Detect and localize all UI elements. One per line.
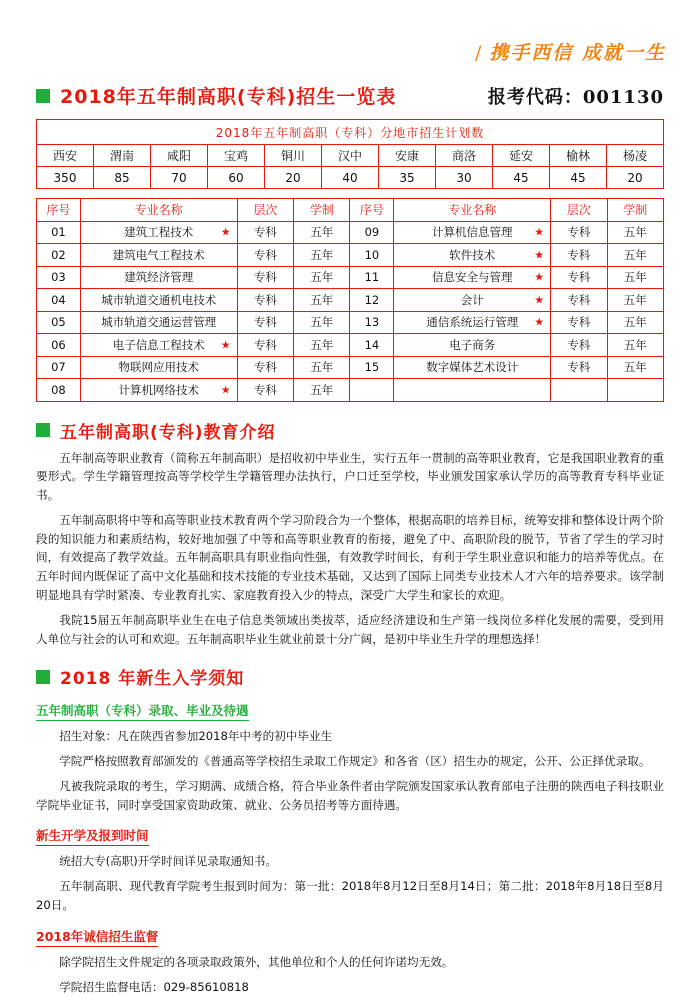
major-name-text: 物联网应用技术: [118, 360, 199, 375]
major-level: 专科: [551, 266, 607, 289]
exam-code-value: 001130: [582, 86, 664, 108]
green-square-bullet-icon: [36, 89, 50, 103]
major-name-text: 会计: [460, 292, 484, 307]
major-no: 14: [350, 334, 394, 357]
major-no: [350, 379, 394, 402]
majors-header-cell: 序号: [37, 199, 81, 222]
major-duration: 五年: [294, 311, 350, 334]
plan-city: 宝鸡: [208, 145, 265, 167]
table-row: [37, 221, 664, 244]
star-icon: ★: [220, 225, 231, 239]
notice-heading-row: [36, 664, 664, 689]
major-name: [80, 244, 237, 267]
majors-table: [36, 198, 664, 402]
major-name-text: 建筑工程技术: [124, 225, 194, 240]
slash-decoration: /: [474, 42, 484, 64]
notice-subtitle-admission: 五年制高职（专科）录取、毕业及待遇: [36, 701, 249, 721]
major-duration: 五年: [607, 356, 663, 379]
majors-header-cell: 层次: [237, 199, 293, 222]
green-square-bullet-icon: [36, 423, 50, 437]
major-name-text: 电子商务: [449, 337, 496, 352]
major-duration: 五年: [294, 221, 350, 244]
plan-number: 60: [208, 167, 265, 189]
major-duration: 五年: [294, 379, 350, 402]
major-name: [80, 334, 237, 357]
major-no: 07: [37, 356, 81, 379]
plan-number-row: [37, 167, 664, 189]
plan-city: 咸阳: [151, 145, 208, 167]
plan-number: 35: [379, 167, 436, 189]
plan-number: 85: [94, 167, 151, 189]
plan-number: 350: [37, 167, 94, 189]
table-row: [37, 379, 664, 402]
major-no: 13: [350, 311, 394, 334]
major-name-text: 电子信息工程技术: [112, 337, 205, 352]
major-name: [394, 334, 551, 357]
major-no: 15: [350, 356, 394, 379]
major-no: 08: [37, 379, 81, 402]
intro-title: 五年制高职(专科)教育介绍: [60, 422, 276, 443]
major-duration: 五年: [607, 334, 663, 357]
major-no: 04: [37, 289, 81, 312]
star-icon: ★: [534, 270, 545, 284]
plan-city: 商洛: [436, 145, 493, 167]
major-name-text: 城市轨道交通运营管理: [101, 315, 217, 330]
intro-paragraph-3: 我院15届五年制高职毕业生在电子信息类领域出类拔萃，适应经济建设和生产第一线岗位多样化发展的需要，受到用人单位与社会的认可和欢迎。五年制高职毕业生就业前景十分广阔，是初中毕业生升学的理想选择！: [36, 612, 664, 646]
majors-header-cell: 学制: [607, 199, 663, 222]
major-no: 02: [37, 244, 81, 267]
star-icon: ★: [534, 248, 545, 262]
major-name: [80, 221, 237, 244]
main-heading-row: [36, 82, 664, 109]
major-duration: 五年: [607, 311, 663, 334]
major-name: [394, 311, 551, 334]
major-level: 专科: [237, 244, 293, 267]
notice-paragraph-5: 五年制高职、现代教育学院考生报到时间为：第一批：2018年8月12日至8月14日；第二批：2018年8月18日至8月20日。: [36, 879, 664, 912]
plan-number: 45: [493, 167, 550, 189]
plan-number: 30: [436, 167, 493, 189]
star-icon: ★: [534, 315, 545, 329]
major-duration: 五年: [294, 334, 350, 357]
plan-city-row: [37, 145, 664, 167]
plan-number: 40: [322, 167, 379, 189]
majors-header-cell: 学制: [294, 199, 350, 222]
major-level: 专科: [237, 266, 293, 289]
major-duration: 五年: [294, 244, 350, 267]
document-content: [36, 82, 664, 996]
major-name: [394, 266, 551, 289]
notice-paragraph-7: 学院招生监督电话：029-85610818: [59, 979, 249, 994]
major-name-text: 软件技术: [449, 247, 496, 262]
major-name-text: 城市轨道交通机电技术: [101, 292, 217, 307]
intro-paragraph-1: 五年制高等职业教育（简称五年制高职）是招收初中毕业生，实行五年一贯制的高等职业教育，它是我国职业教育的重要形式。学生学籍管理按高等学校学生学籍管理办法执行，户口迁至学校，毕业颁发国家承认学历的高等教育专科毕业证书。: [36, 450, 664, 503]
major-name: [394, 244, 551, 267]
major-no: 10: [350, 244, 394, 267]
notice-paragraph-3: 凡被我院录取的考生，学习期满、成绩合格，符合毕业条件者由学院颁发国家承认教育部电子注册的陕西电子科技职业学院毕业证书，同时享受国家资助政策、就业、公务员招考等方面待遇。: [36, 778, 664, 812]
plan-city: 安康: [379, 145, 436, 167]
majors-header-cell: 专业名称: [80, 199, 237, 222]
major-name: [80, 289, 237, 312]
exam-code: [488, 83, 664, 109]
major-duration: 五年: [607, 221, 663, 244]
major-duration: 五年: [607, 289, 663, 312]
major-no: 09: [350, 221, 394, 244]
major-name: [80, 379, 237, 402]
intro-heading-row: [36, 418, 664, 443]
major-name-text: 建筑经济管理: [124, 270, 194, 285]
major-duration: 五年: [294, 289, 350, 312]
major-level: 专科: [551, 356, 607, 379]
notice-paragraph-4: 统招大专(高职)开学时间详见录取通知书。: [59, 854, 277, 869]
major-no: 05: [37, 311, 81, 334]
major-no: 06: [37, 334, 81, 357]
major-name: [80, 266, 237, 289]
major-name: [394, 221, 551, 244]
plan-city: 杨凌: [607, 145, 664, 167]
major-duration: 五年: [607, 266, 663, 289]
majors-header-cell: 专业名称: [394, 199, 551, 222]
major-name: [394, 289, 551, 312]
major-level: 专科: [237, 289, 293, 312]
major-duration: [607, 379, 663, 402]
plan-table: [36, 119, 664, 189]
plan-city: 铜川: [265, 145, 322, 167]
major-level: [551, 379, 607, 402]
plan-city: 汉中: [322, 145, 379, 167]
major-level: 专科: [237, 221, 293, 244]
plan-number: 20: [265, 167, 322, 189]
major-level: 专科: [551, 289, 607, 312]
notice-paragraph-6: 除学院招生文件规定的各项录取政策外，其他单位和个人的任何许诺均无效。: [59, 954, 454, 969]
majors-header-cell: 序号: [350, 199, 394, 222]
major-level: 专科: [551, 244, 607, 267]
plan-caption: 2018年五年制高职（专科）分地市招生计划数: [37, 120, 664, 145]
notice-paragraph-2: 学院严格按照教育部颁发的《普通高等学校招生录取工作规定》和各省（区）招生办的规定，公开、公正择优录取。: [59, 754, 651, 769]
major-level: 专科: [551, 311, 607, 334]
exam-code-label: 报考代码：: [487, 86, 583, 108]
majors-header-cell: 层次: [551, 199, 607, 222]
table-row: [37, 266, 664, 289]
table-row: [37, 334, 664, 357]
plan-city: 榆林: [550, 145, 607, 167]
plan-number: 70: [151, 167, 208, 189]
major-level: 专科: [551, 334, 607, 357]
plan-city: 延安: [493, 145, 550, 167]
intro-paragraph-2: 五年制高职将中等和高等职业技术教育两个学习阶段合为一个整体，根据高职的培养目标，统筹安排和整体设计两个阶段的知识能力和素质结构，较好地加强了中等和高等职业教育的衔接，避免了中、高职阶段的脱节，节省了学生的学习时间，有效提高了教学效益。五年制高职具有职业指向性强，有效教学时间长，有利于学生职业意识和能力的培养等优点。在五年时间内既保证了高中文化基础和技术技能的专业技术基础，又达到了国际上同类专业技术人才六年的培养要求。该学制明显地具有学时紧凑、专业教育扎实、家庭教育投入少的特点，深受广大学生和家长的欢迎。: [36, 512, 664, 602]
plan-number: 45: [550, 167, 607, 189]
major-name: [80, 356, 237, 379]
plan-city: 西安: [37, 145, 94, 167]
table-row: [37, 289, 664, 312]
star-icon: ★: [534, 293, 545, 307]
slogan-text: 携手西信 成就一生: [489, 42, 666, 64]
plan-caption-row: [37, 120, 664, 145]
notice-subtitle-report-time: 新生开学及报到时间: [36, 826, 149, 846]
major-name-text: 计算机信息管理: [431, 225, 513, 240]
plan-number: 20: [607, 167, 664, 189]
major-level: 专科: [551, 221, 607, 244]
notice-paragraph-1: 招生对象：凡在陕西省参加2018年中考的初中毕业生: [59, 729, 333, 744]
major-name: [394, 379, 551, 402]
major-no: 03: [37, 266, 81, 289]
majors-header-row: [37, 199, 664, 222]
page-title: 2018年五年制高职(专科)招生一览表: [60, 86, 397, 108]
major-name-text: 信息安全与管理: [431, 270, 513, 285]
major-no: 12: [350, 289, 394, 312]
table-row: [37, 356, 664, 379]
major-name-text: 数字媒体艺术设计: [426, 360, 519, 375]
major-name: [80, 311, 237, 334]
major-level: 专科: [237, 356, 293, 379]
major-level: 专科: [237, 311, 293, 334]
star-icon: ★: [220, 383, 231, 397]
major-no: 11: [350, 266, 394, 289]
major-name-text: 计算机网络技术: [118, 382, 199, 397]
table-row: [37, 311, 664, 334]
major-duration: 五年: [294, 356, 350, 379]
major-name: [394, 356, 551, 379]
major-name-text: 建筑电气工程技术: [112, 247, 205, 262]
major-duration: 五年: [607, 244, 663, 267]
table-row: [37, 244, 664, 267]
major-no: 01: [37, 221, 81, 244]
plan-city: 渭南: [94, 145, 151, 167]
major-duration: 五年: [294, 266, 350, 289]
star-icon: ★: [534, 225, 545, 239]
major-level: 专科: [237, 334, 293, 357]
notice-title: 2018 年新生入学须知: [60, 669, 245, 690]
notice-subtitle-supervision: 2018年诚信招生监督: [36, 927, 158, 947]
major-level: 专科: [237, 379, 293, 402]
green-square-bullet-icon: [36, 670, 50, 684]
star-icon: ★: [220, 338, 231, 352]
brand-slogan: [475, 38, 666, 65]
major-name-text: 通信系统运行管理: [426, 315, 519, 330]
